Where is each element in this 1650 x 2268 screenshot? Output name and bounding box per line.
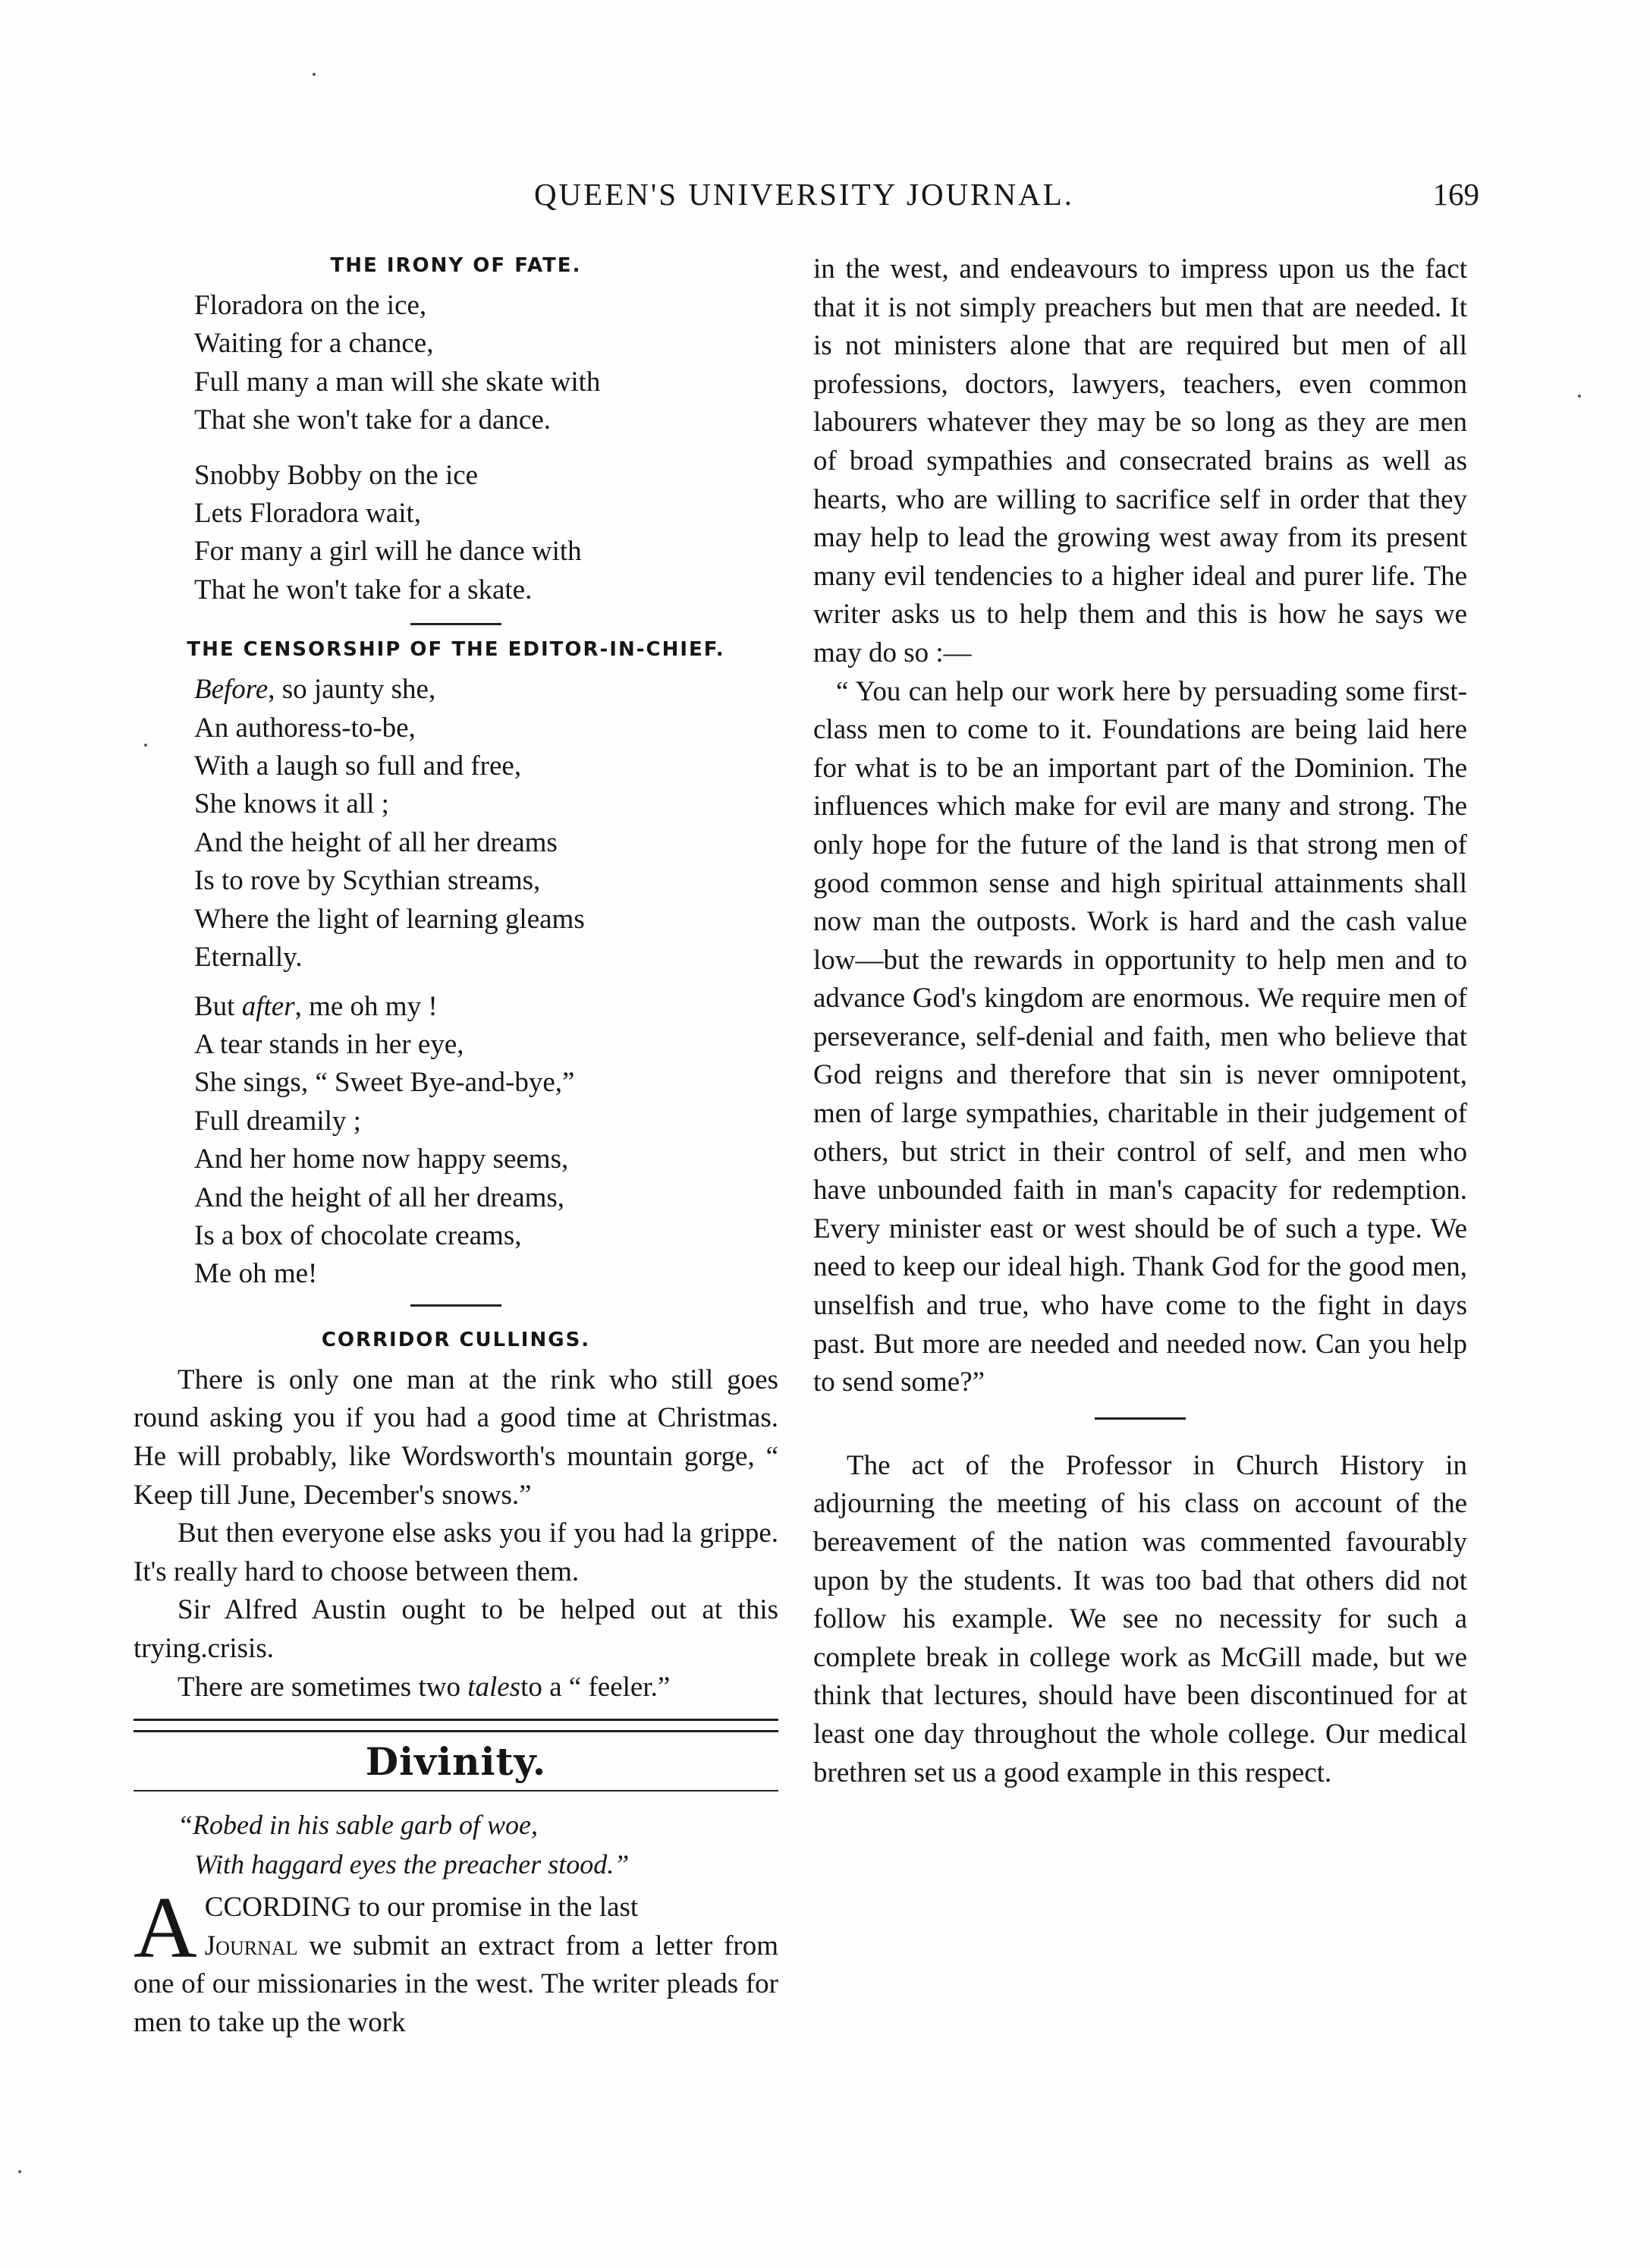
verse-line — [194, 988, 778, 1026]
single-rule — [134, 1790, 778, 1791]
epigraph-line: “Robed in his sable garb of woe, — [178, 1810, 538, 1841]
drop-cap: A — [134, 1880, 197, 1977]
verse-italic-word: Before — [194, 674, 269, 706]
verse-line: Is a box of chocolate creams, — [194, 1219, 522, 1251]
corridor-paragraph: There is only one man at the rink who still goes round asking you if you had a good time at Christmas. He will probably, like Wordsworth's mountain gorge, “ Keep till June, December's snows.” — [134, 1364, 778, 1511]
church-history-paragraph: The act of the Professor in Church History in adjourning the meeting of his class on account of the bereavement of the nation was commented favourably upon by the students. It was too bad that others did not follow his example. We see no necessity for such a complete break in college work as McGill made, but we think that lectures, should have been discontinued for at least one day throughout the whole college. Our medical brethren set us a good example in this respect. — [813, 1449, 1467, 1788]
verse-line: Lets Floradora wait, — [194, 498, 421, 530]
print-speck — [1578, 395, 1581, 398]
verse-line: That she won't take for a dance. — [194, 404, 551, 436]
verse-line: And the height of all her dreams — [194, 826, 558, 858]
irony-stanza-1 — [194, 287, 778, 440]
verse-line — [194, 671, 778, 709]
corridor-paragraph: But then everyone else asks you if you had la grippe. It's really hard to choose between them. — [134, 1518, 778, 1587]
verse-line: An authoress-to-be, — [194, 712, 416, 744]
verse-line: And the height of all her dreams, — [194, 1181, 565, 1213]
double-rule — [134, 1719, 778, 1732]
divinity-title: Divinity. — [365, 1739, 547, 1785]
section-divider — [410, 1304, 501, 1307]
print-speck — [313, 73, 316, 76]
journal-smallcaps: Journal — [204, 1930, 298, 1961]
epigraph-line: With haggard eyes the preacher stood.” — [194, 1849, 630, 1880]
verse-line: That he won't take for a skate. — [194, 574, 533, 606]
corridor-paragraph — [134, 1669, 778, 1707]
censorship-stanza-1 — [194, 671, 778, 977]
verse-line: Eternally. — [194, 942, 303, 974]
verse-line-pre: But — [194, 990, 242, 1022]
verse-line-rest: , me oh my ! — [294, 990, 438, 1022]
left-column — [134, 250, 778, 2042]
verse-line: Is to rove by Scythian streams, — [194, 865, 541, 897]
text-run: CCORDING to our promise in the last — [204, 1892, 639, 1924]
corridor-paragraph: Sir Alfred Austin ought to be helped out at this trying.crisis. — [134, 1594, 778, 1664]
verse-line: Me oh me! — [194, 1258, 318, 1290]
corridor-heading: CORRIDOR CULLINGS. — [321, 1328, 591, 1351]
verse-line: And her home now happy seems, — [194, 1143, 569, 1175]
text-run: There are sometimes two — [178, 1671, 468, 1703]
verse-line: A tear stands in her eye, — [194, 1028, 464, 1060]
censorship-stanza-2 — [194, 988, 778, 1294]
irony-stanza-2 — [194, 457, 778, 610]
section-divider — [410, 623, 501, 625]
irony-heading: THE IRONY OF FATE. — [330, 254, 582, 277]
verse-line: Where the light of learning gleams — [194, 903, 585, 935]
divinity-paragraph — [134, 1880, 778, 2042]
epigraph — [134, 1805, 778, 1884]
section-divider — [1095, 1417, 1186, 1420]
journal-title: QUEEN'S UNIVERSITY JOURNAL. — [533, 177, 1075, 212]
letter-quote: “ You can help our work here by persuading some first-class men to come to it. Foundations are being laid here for what is to be an important part of the Dominion. The influences which make for evil are many and strong. The only hope for the future of the land is that strong men of good common sense and high spiritual attainments shall now man the outposts. Work is hard and the cash value low—but the rewards in opportunity to help men and to advance God's kingdom are enormous. We require men of perseverance, self-denial and faith, men who believe that God reigns and therefore that sin is never omnipotent, men of large sympathies, charitable in their judgement of others, but strict in their control of self, and men who have unbounded faith in man's capacity for redemption. Every minister east or west should be of such a type. We need to keep our ideal high. Thank God for the good men, unselfish and true, who have come to the fight in days past. But more are needed and needed now. Can you help to send some?” — [813, 675, 1467, 1398]
text-run: we submit an extract from a letter from one of our missionaries in the west. The writer pleads for men to take up the work — [134, 1930, 778, 2038]
verse-line: Floradora on the ice, — [194, 290, 427, 321]
censorship-heading: THE CENSORSHIP OF THE EDITOR-IN-CHIEF. — [187, 638, 725, 662]
verse-line: For many a girl will he dance with — [194, 536, 582, 568]
verse-line: With a laugh so full and free, — [194, 750, 522, 782]
print-speck — [144, 744, 147, 747]
right-column — [813, 250, 1467, 1792]
print-speck — [18, 2170, 21, 2173]
italic-word: tales — [467, 1671, 521, 1703]
verse-italic-word: after — [241, 990, 295, 1022]
verse-line: She sings, “ Sweet Bye-and-bye,” — [194, 1067, 575, 1099]
verse-line: Snobby Bobby on the ice — [194, 459, 479, 491]
verse-line: Full dreamily ; — [194, 1105, 361, 1137]
verse-line: Full many a man will she skate with — [194, 366, 601, 398]
verse-line-rest: , so jaunty she, — [268, 674, 436, 706]
running-header — [129, 176, 1479, 222]
letter-paragraph: in the west, and endeavours to impress upon us the fact that it is not simply preachers but men that are needed. It is not ministers alone that are required but men of all professions, doctors, lawyers, teachers, even common labourers whatever they may be so long as they are men of broad sympathies and consecrated brains as well as hearts, who are willing to sacrifice self in order that they may help to lead the growing west away from its present many evil tendencies to a higher ideal and purer life. The writer asks us to help them and this is how he says we may do so :— — [813, 253, 1467, 668]
verse-line: Waiting for a chance, — [194, 328, 434, 360]
verse-line: She knows it all ; — [194, 788, 389, 820]
text-run: to a “ feeler.” — [520, 1671, 671, 1703]
page-number: 169 — [1432, 177, 1479, 212]
